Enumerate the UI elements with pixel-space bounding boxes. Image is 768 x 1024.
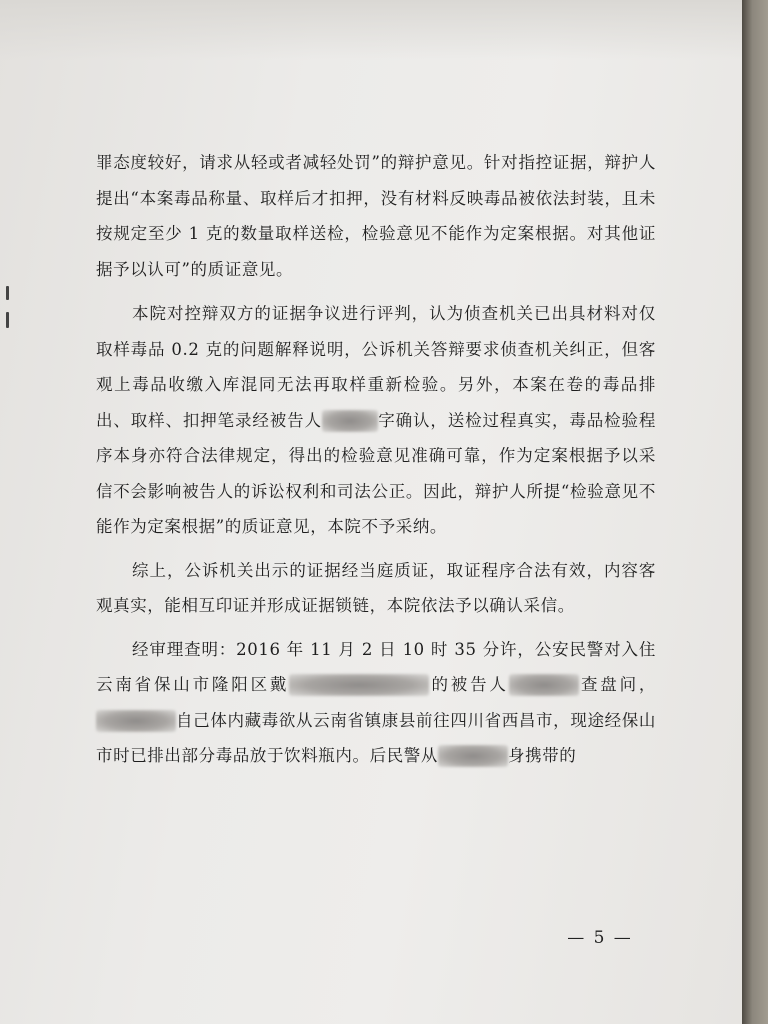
redaction-blur bbox=[438, 745, 508, 767]
paragraph bbox=[96, 145, 656, 287]
paragraph-text: 罪态度较好，请求从轻或者减轻处罚”的辩护意见。针对指控证据，辩护人提出“本案毒品称量、取样后才扣押，没有材料反映毒品被依法封装，且未按规定至少 1 克的数量取样送检，检验意见不能作为定案根据。对其他证据予以认可”的质证意见。 bbox=[96, 153, 656, 279]
paragraph-text: 经审理查明：2016 年 11 月 2 日 10 时 35 分许，公安民警对入住云南省保山市隆阳区戴 bbox=[96, 639, 656, 694]
paragraph bbox=[96, 632, 656, 774]
paragraph-text: 综上，公诉机关出示的证据经当庭质证，取证程序合法有效，内容客观真实，能相互印证并形成证据锁链，本院依法予以确认采信。 bbox=[96, 560, 656, 615]
page-number: — 5 — bbox=[567, 928, 633, 948]
paragraph-text: 字确认，送检过程真实，毒品检验程序本身亦符合法律规定，得出的检验意见准确可靠，作为定案根据予以采信不会影响被告人的诉讼权利和司法公正。因此，辩护人所提“检验意见不能作为定案根据”的质证意见，本院不予采纳。 bbox=[96, 410, 656, 536]
paragraph bbox=[96, 296, 656, 545]
paragraph-text: 本院对控辩双方的证据争议进行评判，认为侦查机关已出具材料对仅取样毒品 0.2 克的问题解释说明，公诉机关答辩要求侦查机关纠正，但客观上毒品收缴入库混同无法再取样重新检验。另外，本案在卷的毒品排出、取样、扣押笔录经被告人 bbox=[96, 304, 656, 430]
paragraph-text: 的被告人 bbox=[429, 675, 509, 694]
paragraph-text: 查盘问， bbox=[578, 675, 657, 694]
redaction-blur bbox=[289, 674, 429, 696]
paragraph-text: 自己体内藏毒欲从云南省镇康县前往四川省西昌市，现途经保山市时已排出部分毒品放于饮料瓶内。后民警从 bbox=[96, 710, 656, 765]
background-edge bbox=[742, 0, 768, 1024]
redaction-blur bbox=[96, 710, 176, 732]
redaction-blur bbox=[509, 674, 579, 696]
binding-mark bbox=[6, 312, 9, 328]
paragraph-text: 身携带的 bbox=[508, 746, 577, 765]
document-body bbox=[96, 145, 656, 782]
redaction-blur bbox=[322, 410, 378, 432]
paragraph bbox=[96, 553, 656, 624]
binding-mark bbox=[6, 286, 9, 300]
